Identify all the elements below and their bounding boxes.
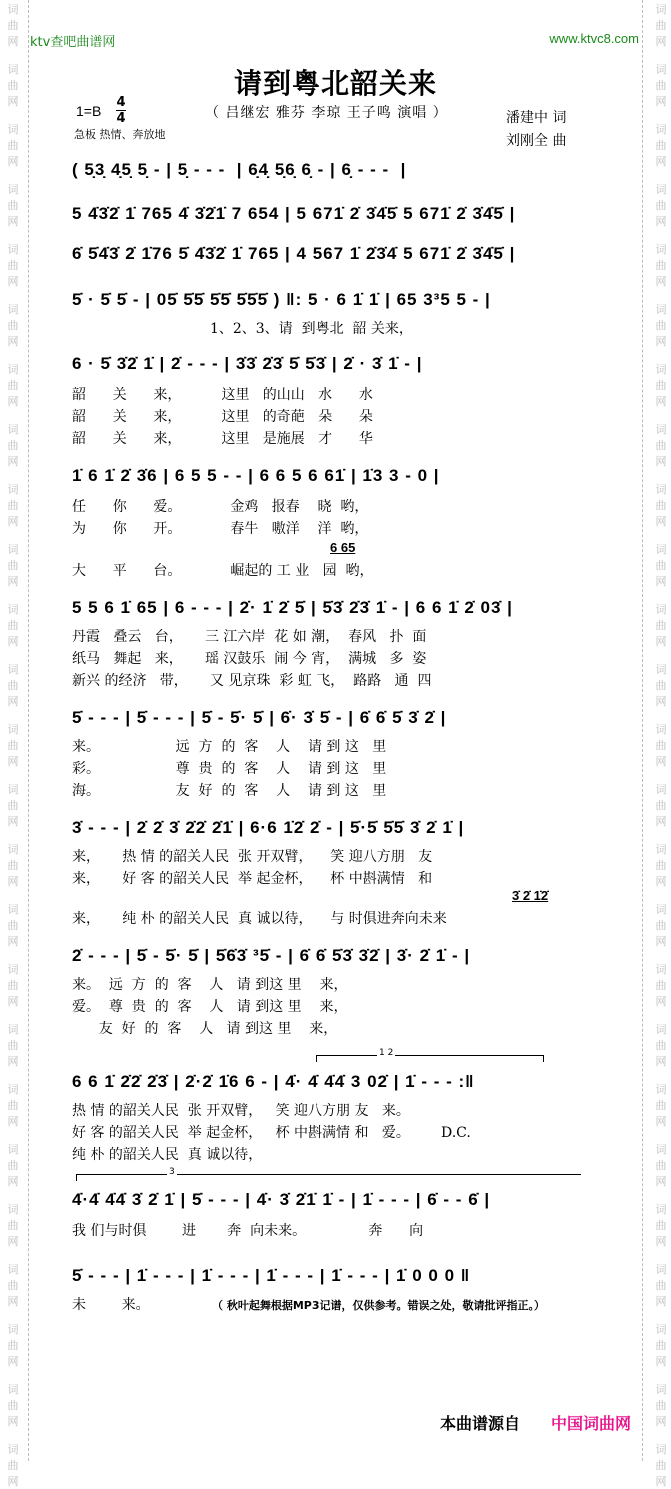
watermark-char: 网 (655, 635, 667, 648)
watermark-char: 曲 (7, 1099, 19, 1112)
watermark-char: 网 (7, 1475, 19, 1488)
watermark-char: 曲 (655, 619, 667, 632)
watermark-char: 网 (7, 575, 19, 588)
watermark-char: 曲 (655, 1159, 667, 1172)
score-system-5: 6 · 5̇ 3̇2̇ 1̇ | 2̇ - - - | 3̇3̇ 2̇3̇ 5̇ 5̇3̇ | 2̇ · 3̇ 1̇ - | (72, 354, 423, 373)
watermark-char: 网 (7, 1115, 19, 1128)
watermark-char: 网 (655, 215, 667, 228)
watermark-char: 词 (655, 423, 667, 436)
watermark-char: 网 (655, 815, 667, 828)
watermark-char: 曲 (655, 199, 667, 212)
watermark-char: 曲 (7, 619, 19, 632)
lyric-line: 纯 朴 的韶关人民 真 诚以待， (72, 1147, 263, 1163)
watermark-char: 曲 (7, 499, 19, 512)
watermark-char: 词 (7, 543, 19, 556)
watermark-char: 词 (655, 543, 667, 556)
watermark-char: 曲 (655, 319, 667, 332)
watermark-char: 曲 (7, 859, 19, 872)
watermark-char: 词 (7, 1383, 19, 1396)
watermark-char: 曲 (655, 919, 667, 932)
watermark-char: 曲 (7, 1399, 19, 1412)
watermark-char: 词 (655, 123, 667, 136)
lyric-line: 彩。 尊 贵 的 客 人 请 到 这 里 (72, 761, 387, 777)
volta-label: 1 2 (379, 1048, 394, 1058)
watermark-char: 词 (7, 63, 19, 76)
watermark-char: 网 (7, 455, 19, 468)
key-signature: 1=B (76, 103, 102, 119)
score-system-7: 5 5 6 1̇ 65 | 6 - - - | 2̇· 1̇ 2̇ 5̇ | 5̇3̇ 2̇3̇ 1̇ - | 6 6 1̇ 2̇ 03̇ | (72, 598, 513, 617)
watermark-char: 网 (655, 515, 667, 528)
lyric-line: 热 情 的韶关人民 张 开双臂， 笑 迎八方朋 友 来。 (72, 1103, 410, 1119)
watermark-char: 词 (7, 1143, 19, 1156)
watermark-char: 网 (7, 1295, 19, 1308)
watermark-char: 词 (655, 483, 667, 496)
watermark-char: 曲 (655, 799, 667, 812)
watermark-char: 词 (655, 723, 667, 736)
watermark-char: 词 (655, 3, 667, 16)
watermark-char: 曲 (7, 1279, 19, 1292)
watermark-char: 网 (7, 995, 19, 1008)
watermark-char: 网 (7, 215, 19, 228)
watermark-char: 词 (7, 303, 19, 316)
score-system-12: 4̇·4̇ 4̇4̇ 3̇ 2̇ 1̇ | 5̇ - - - | 4̇· 3̇ 2̇1̇ 1̇ - | 1̇ - - - | 6̇ - - 6̇ | (72, 1190, 491, 1209)
watermark-char: 网 (655, 275, 667, 288)
volta-bracket-1-2 (316, 1048, 544, 1062)
watermark-char: 曲 (655, 1279, 667, 1292)
watermark-char: 词 (7, 603, 19, 616)
watermark-char: 网 (655, 1295, 667, 1308)
watermark-char: 曲 (655, 679, 667, 692)
watermark-char: 网 (7, 1055, 19, 1068)
score-system-intro-3: 6̇ 5̇4̇3̇ 2̇ 1̇76 5̇ 4̇3̇2̇ 1̇ 765 | 4 567 1̇ 2̇3̇4̇ 5 671̇ 2̇ 3̇4̇5̇ | (72, 244, 516, 263)
watermark-char: 网 (655, 35, 667, 48)
site-name: ktv查吧曲谱网 (30, 35, 116, 50)
site-url[interactable]: www.ktvc8.com (549, 31, 639, 46)
watermark-char: 曲 (655, 1099, 667, 1112)
watermark-char: 曲 (7, 199, 19, 212)
lyric-line: 任 你 爱。 金鸡 报春 晓 哟， (72, 499, 369, 515)
watermark-char: 词 (7, 843, 19, 856)
time-signature-top: 4 (116, 95, 126, 110)
watermark-char: 词 (655, 1023, 667, 1036)
right-margin-watermark (642, 0, 671, 1488)
watermark-char: 网 (7, 635, 19, 648)
watermark-char: 曲 (7, 1219, 19, 1232)
watermark-char: 曲 (655, 439, 667, 452)
lyric-line: 爱。 尊 贵 的 客 人 请 到这 里 来， (72, 999, 348, 1015)
watermark-char: 词 (655, 1383, 667, 1396)
watermark-char: 词 (7, 123, 19, 136)
watermark-char: 网 (655, 395, 667, 408)
score-system-8: 5̇ - - - | 5̇ - - - | 5̇ - 5̇· 5̇ | 6̇· 3̇ 5̇ - | 6̇ 6̇ 5̇ 3̇ 2̇ | (72, 708, 447, 727)
watermark-char: 网 (655, 95, 667, 108)
watermark-char: 网 (655, 575, 667, 588)
watermark-char: 网 (7, 875, 19, 888)
song-title: 请到粤北韶关来 (233, 67, 437, 100)
watermark-char: 词 (7, 1443, 19, 1456)
watermark-char: 网 (7, 1175, 19, 1188)
watermark-char: 词 (655, 1443, 667, 1456)
watermark-char: 网 (655, 755, 667, 768)
watermark-char: 曲 (655, 1339, 667, 1352)
watermark-char: 词 (7, 1323, 19, 1336)
watermark-char: 词 (655, 243, 667, 256)
lyric-line: 来。 远 方 的 客 人 请 到这 里 来， (72, 977, 348, 993)
watermark-char: 曲 (7, 319, 19, 332)
watermark-char: 词 (655, 1143, 667, 1156)
watermark-char: 曲 (7, 379, 19, 392)
watermark-char: 曲 (7, 1159, 19, 1172)
watermark-char: 网 (655, 995, 667, 1008)
watermark-char: 网 (655, 1415, 667, 1428)
watermark-char: 曲 (655, 979, 667, 992)
watermark-char: 网 (7, 95, 19, 108)
watermark-char: 词 (655, 903, 667, 916)
watermark-char: 词 (655, 663, 667, 676)
lyric-line: 大 平 台。 崛起的 工 业 园 哟， (72, 563, 374, 579)
watermark-char: 网 (655, 335, 667, 348)
watermark-char: 曲 (655, 499, 667, 512)
watermark-char: 网 (7, 755, 19, 768)
watermark-char: 曲 (7, 139, 19, 152)
watermark-char: 词 (655, 183, 667, 196)
score-system-11: 6 6 1̇ 2̇2̇ 2̇3̇ | 2̇·2̇ 1̇6 6 - | 4̇· 4̇ 4̇4̇ 3 02̇ | 1̇ - - - :‖ (72, 1072, 475, 1091)
watermark-char: 网 (655, 875, 667, 888)
watermark-char: 词 (655, 783, 667, 796)
watermark-char: 词 (655, 1323, 667, 1336)
watermark-char: 词 (7, 783, 19, 796)
watermark-char: 词 (7, 1203, 19, 1216)
watermark-char: 网 (655, 1115, 667, 1128)
source-site-link[interactable]: 中国词曲网 (551, 1414, 632, 1433)
watermark-char: 网 (7, 155, 19, 168)
source-label: 本曲谱源自 (440, 1414, 521, 1433)
watermark-char: 曲 (7, 919, 19, 932)
watermark-char: 曲 (655, 139, 667, 152)
lyric-line: 好 客 的韶关人民 举 起金杯， 杯 中斟满情 和 爱。 D.C. (72, 1125, 471, 1141)
watermark-char: 网 (7, 695, 19, 708)
lyric-line: 纸马 舞起 来， 瑶 汉鼓乐 闹 今 宵， 满城 多 姿 (72, 651, 427, 667)
score-system-6: 1̇ 6 1̇ 2̇ 3̇6 | 6 5 5 - - | 6 6 5 6 61̇ | 1̇3 3 - 0 | (72, 466, 440, 485)
watermark-char: 词 (7, 363, 19, 376)
lyric-line: 友 好 的 客 人 请 到这 里 来， (72, 1021, 338, 1037)
lyric-line: 新兴 的经济 带， 又 见京珠 彩 虹 飞， 路路 通 四 (72, 673, 432, 689)
watermark-char: 词 (7, 483, 19, 496)
watermark-char: 曲 (7, 1039, 19, 1052)
watermark-char: 词 (7, 243, 19, 256)
score-system-4: 5̇ · 5̇ 5̇ - | 05̇ 5̇5̇ 5̇5̇ 5̇5̇5̇ ) ‖: 5 · 6 1̇ 1̇ | 65 3³5 5 - | (72, 290, 491, 309)
watermark-char: 网 (655, 1235, 667, 1248)
watermark-char: 词 (655, 1083, 667, 1096)
watermark-char: 词 (655, 603, 667, 616)
lyric-line: 海。 友 好 的 客 人 请 到 这 里 (72, 783, 387, 799)
watermark-char: 网 (7, 515, 19, 528)
volta-label: 3 (169, 1167, 175, 1177)
watermark-char: 曲 (655, 379, 667, 392)
watermark-char: 词 (7, 3, 19, 16)
watermark-char: 词 (7, 1263, 19, 1276)
watermark-char: 网 (7, 275, 19, 288)
lyric-line: 韶 关 来， 这里 是施展 才 华 (72, 431, 373, 447)
watermark-char: 网 (7, 1355, 19, 1368)
watermark-char: 词 (655, 303, 667, 316)
score-system-intro-2: 5 4̇3̇2̇ 1̇ 765 4̇ 3̇2̇1̇ 7 654 | 5 671̇ 2̇ 3̇4̇5̇ 5 671̇ 2̇ 3̇4̇5̇ | (72, 204, 516, 223)
watermark-char: 曲 (655, 1219, 667, 1232)
transcription-note: （ 秋叶起舞根据MP3记谱，仅供参考。错误之处，敬请批评指正。） (212, 1299, 545, 1312)
watermark-char: 网 (7, 1415, 19, 1428)
lyric-line: 韶 关 来， 这里 的山山 水 水 (72, 387, 373, 403)
watermark-char: 曲 (655, 1399, 667, 1412)
watermark-char: 网 (655, 1475, 667, 1488)
lyricist: 潘建中 词 (506, 110, 567, 126)
watermark-char: 词 (7, 1083, 19, 1096)
watermark-char: 词 (7, 183, 19, 196)
watermark-char: 网 (7, 35, 19, 48)
watermark-char: 词 (7, 903, 19, 916)
watermark-char: 曲 (7, 1459, 19, 1472)
watermark-char: 曲 (7, 259, 19, 272)
watermark-char: 曲 (7, 79, 19, 92)
watermark-char: 词 (655, 963, 667, 976)
watermark-char: 曲 (655, 559, 667, 572)
watermark-char: 词 (7, 663, 19, 676)
singers: （ 吕继宏 雅芬 李琼 王子鸣 演唱 ） (205, 105, 448, 121)
watermark-char: 曲 (7, 679, 19, 692)
watermark-char: 曲 (7, 979, 19, 992)
score-system-9: 3̇ - - - | 2̇ 2̇ 3̇ 2̇2̇ 2̇1̇ | 6·6 1̇2̇ 2̇ - | 5̇·5̇ 5̇5̇ 3̇ 2̇ 1̇ | (72, 818, 465, 837)
left-margin-watermark (0, 0, 29, 1488)
watermark-char: 曲 (655, 1459, 667, 1472)
watermark-char: 网 (7, 335, 19, 348)
watermark-char: 曲 (655, 1039, 667, 1052)
lyric-line: 来， 热 情 的韶关人民 张 开双臂， 笑 迎八方朋 友 (72, 849, 433, 865)
watermark-char: 曲 (7, 739, 19, 752)
lyric-line: 韶 关 来， 这里 的奇葩 朵 朵 (72, 409, 373, 425)
score-system-13: 5̇ - - - | 1̇ - - - | 1̇ - - - | 1̇ - - - | 1̇ - - - | 1̇ 0 0 0 ‖ (72, 1266, 471, 1285)
watermark-char: 曲 (655, 739, 667, 752)
watermark-char: 词 (655, 843, 667, 856)
watermark-char: 网 (655, 1175, 667, 1188)
watermark-char: 词 (7, 1023, 19, 1036)
watermark-char: 曲 (7, 1339, 19, 1352)
lyric-line: 为 你 开。 春牛 嗷洋 洋 哟， (72, 521, 369, 537)
watermark-char: 网 (7, 1235, 19, 1248)
score-system-10: 2̇ - - - | 5̇ - 5̇· 5̇ | 5̇6̇3̇ ³5̇ - | 6̇ 6̇ 5̇3̇ 3̇2̇ | 3̇· 2̇ 1̇ - | (72, 946, 471, 965)
watermark-char: 网 (7, 395, 19, 408)
watermark-char: 词 (7, 723, 19, 736)
lyric-line: 1、2、3、请 到粤北 韶 关来， (72, 321, 413, 337)
watermark-char: 曲 (655, 19, 667, 32)
watermark-char: 网 (655, 1055, 667, 1068)
watermark-char: 网 (655, 935, 667, 948)
watermark-char: 曲 (655, 859, 667, 872)
watermark-char: 曲 (655, 259, 667, 272)
alternate-notes: 3̇ 2̇ 1̇2̇ (512, 888, 549, 903)
lyric-line: 来。 远 方 的 客 人 请 到 这 里 (72, 739, 387, 755)
watermark-char: 曲 (7, 19, 19, 32)
composer: 刘刚全 曲 (506, 133, 567, 149)
watermark-char: 词 (655, 1263, 667, 1276)
watermark-char: 网 (655, 1355, 667, 1368)
watermark-char: 词 (7, 963, 19, 976)
alternate-notes: 6 65 (330, 540, 356, 555)
lyric-line: 来， 好 客 的韶关人民 举 起金杯， 杯 中斟满情 和 (72, 871, 433, 887)
score-system-intro-1: ( 5̣3̣ 4̣5̣ 5̣ - | 5̣ - - - | 6̣4̣ 5̣6̣ 6̣ - | 6̣ - - - | (72, 160, 407, 179)
watermark-char: 词 (655, 1203, 667, 1216)
lyric-line: 来， 纯 朴 的韶关人民 真 诚以待， 与 时俱进奔向未来 (72, 911, 447, 927)
volta-bracket-3 (76, 1167, 581, 1181)
watermark-char: 曲 (7, 799, 19, 812)
time-signature (116, 96, 126, 125)
lyric-line: 丹霞 叠云 台， 三 江六岸 花 如 潮， 春风 扑 面 (72, 629, 427, 645)
watermark-char: 词 (655, 63, 667, 76)
lyric-line: 未 来。 (72, 1297, 150, 1313)
time-signature-bottom: 4 (116, 111, 126, 126)
watermark-char: 曲 (7, 439, 19, 452)
watermark-char: 网 (7, 815, 19, 828)
watermark-char: 词 (655, 363, 667, 376)
watermark-char: 曲 (7, 559, 19, 572)
watermark-char: 网 (655, 695, 667, 708)
watermark-char: 曲 (655, 79, 667, 92)
watermark-char: 网 (655, 455, 667, 468)
tempo-expression: 急板 热情、奔放地 (74, 128, 166, 141)
watermark-char: 网 (7, 935, 19, 948)
watermark-char: 词 (7, 423, 19, 436)
watermark-char: 网 (655, 155, 667, 168)
lyric-line: 我 们与时俱 进 奔 向未来。 奔 向 (72, 1223, 424, 1239)
